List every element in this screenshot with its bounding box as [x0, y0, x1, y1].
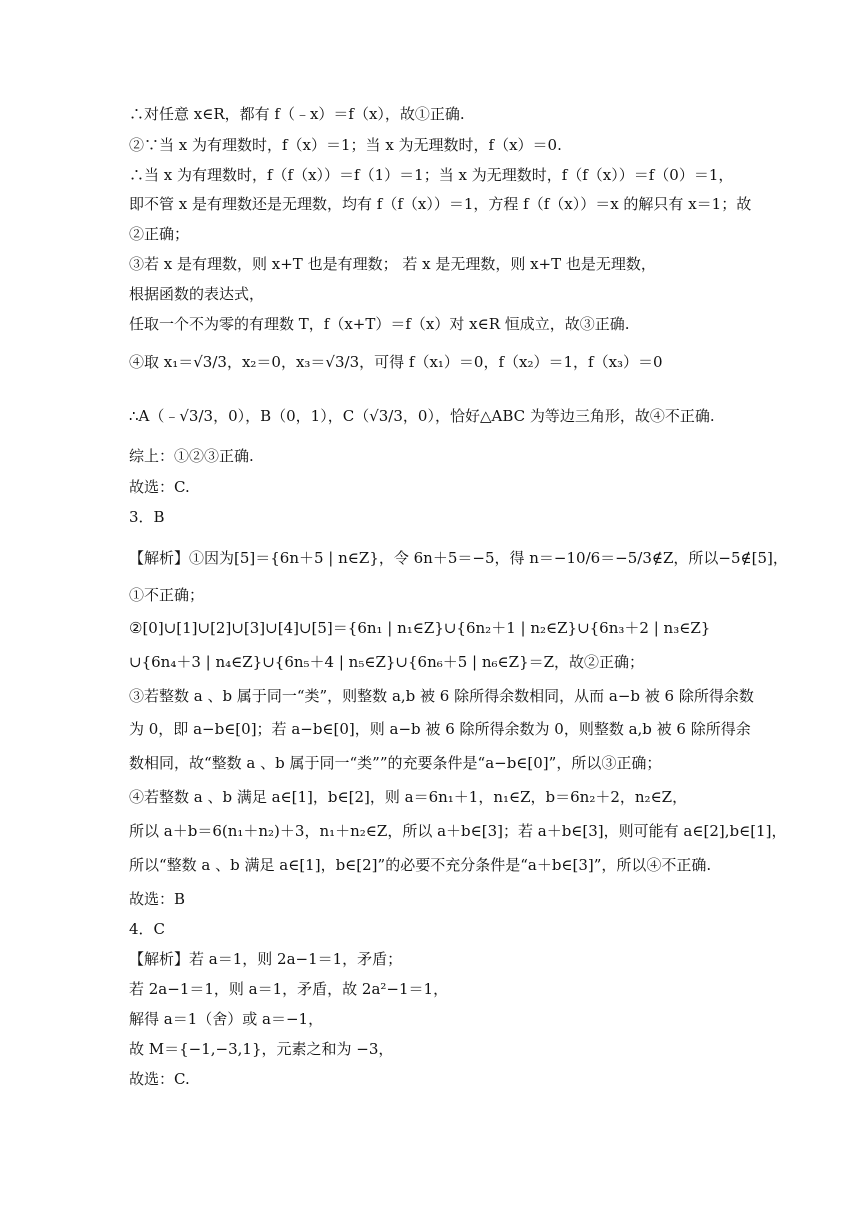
text-line: 若 2a−1＝1，则 a＝1，矛盾，故 2a²−1＝1，	[129, 980, 449, 998]
text-line: ∪{6n₄＋3 | n₄∈Z}∪{6n₅＋4 | n₅∈Z}∪{6n₆＋5 | n₆∈Z}＝Z，故②正确；	[129, 653, 645, 671]
text-line: ①不正确；	[129, 586, 205, 604]
text-line: ②[0]∪[1]∪[2]∪[3]∪[4]∪[5]＝{6n₁ | n₁∈Z}∪{6n₂＋1 | n₂∈Z}∪{6n₃＋2 | n₃∈Z}	[129, 619, 711, 637]
text-line: 故选：C.	[129, 1070, 190, 1088]
text-line: 故选：C.	[129, 478, 190, 496]
text-line: 解得 a＝1（舍）或 a＝−1，	[129, 1010, 324, 1028]
text-line: ③若整数 a 、b 属于同一“类”，则整数 a,b 被 6 除所得余数相同，从而 a−b 被 6 除所得余数	[129, 687, 754, 705]
text-line: 为 0，即 a−b∈[0]；若 a−b∈[0]，则 a−b 被 6 除所得余数为 0，则整数 a,b 被 6 除所得余	[129, 720, 751, 738]
text-line: ∴对任意 x∈R，都有 f（﹣x）＝f（x），故①正确.	[129, 105, 465, 123]
text-line: 故 M＝{−1,−3,1}，元素之和为 −3，	[129, 1040, 394, 1058]
text-line: ④若整数 a 、b 满足 a∈[1]，b∈[2]，则 a＝6n₁＋1，n₁∈Z，b＝6n₂＋2，n₂∈Z，	[129, 788, 688, 806]
text-line: 根据函数的表达式，	[129, 285, 265, 303]
text-line: 数相同，故“整数 a 、b 属于同一“类””的充要条件是“a−b∈[0]”，所以③正确；	[129, 754, 662, 772]
text-line: 所以“整数 a 、b 满足 a∈[1]，b∈[2]”的必要不充分条件是“a＋b∈[3]”，所以④不正确.	[129, 856, 712, 874]
text-line: 所以 a＋b＝6(n₁＋n₂)＋3，n₁＋n₂∈Z，所以 a＋b∈[3]；若 a＋b∈[3]，则可能有 a∈[2],b∈[1]，	[129, 822, 787, 840]
text-line: ④取 x₁＝√3/3，x₂＝0，x₃＝√3/3，可得 f（x₁）＝0，f（x₂）＝1，f（x₃）＝0	[129, 353, 663, 371]
text-line: ②正确；	[129, 225, 190, 243]
section-heading: 3．B	[129, 508, 165, 526]
text-line: 任取一个不为零的有理数 T，f（x+T）＝f（x）对 x∈R 恒成立，故③正确.	[129, 315, 630, 333]
section-heading: 4．C	[129, 920, 166, 938]
text-line: 综上：①②③正确.	[129, 447, 254, 465]
text-line: ∴A（﹣√3/3，0），B（0，1），C（√3/3，0），恰好△ABC 为等边三角形，故④不正确.	[129, 407, 715, 425]
text-line: ∴当 x 为有理数时，f（f（x））＝f（1）＝1；当 x 为无理数时，f（f（x））＝f（0）＝1，	[129, 166, 734, 184]
text-line: 【解析】若 a＝1，则 2a−1＝1，矛盾；	[129, 950, 403, 968]
text-line: ③若 x 是有理数，则 x+T 也是有理数； 若 x 是无理数，则 x+T 也是无理数，	[129, 255, 656, 273]
text-line: ②∵当 x 为有理数时，f（x）＝1；当 x 为无理数时，f（x）＝0.	[129, 136, 562, 154]
text-line: 故选：B	[129, 890, 186, 908]
text-line: 即不管 x 是有理数还是无理数，均有 f（f（x））＝1，方程 f（f（x））＝x 的解只有 x＝1；故	[129, 195, 752, 213]
text-line: 【解析】①因为[5]＝{6n＋5 | n∈Z}，令 6n＋5＝−5，得 n＝−10/6＝−5/3∉Z，所以−5∉[5]，	[129, 549, 788, 567]
